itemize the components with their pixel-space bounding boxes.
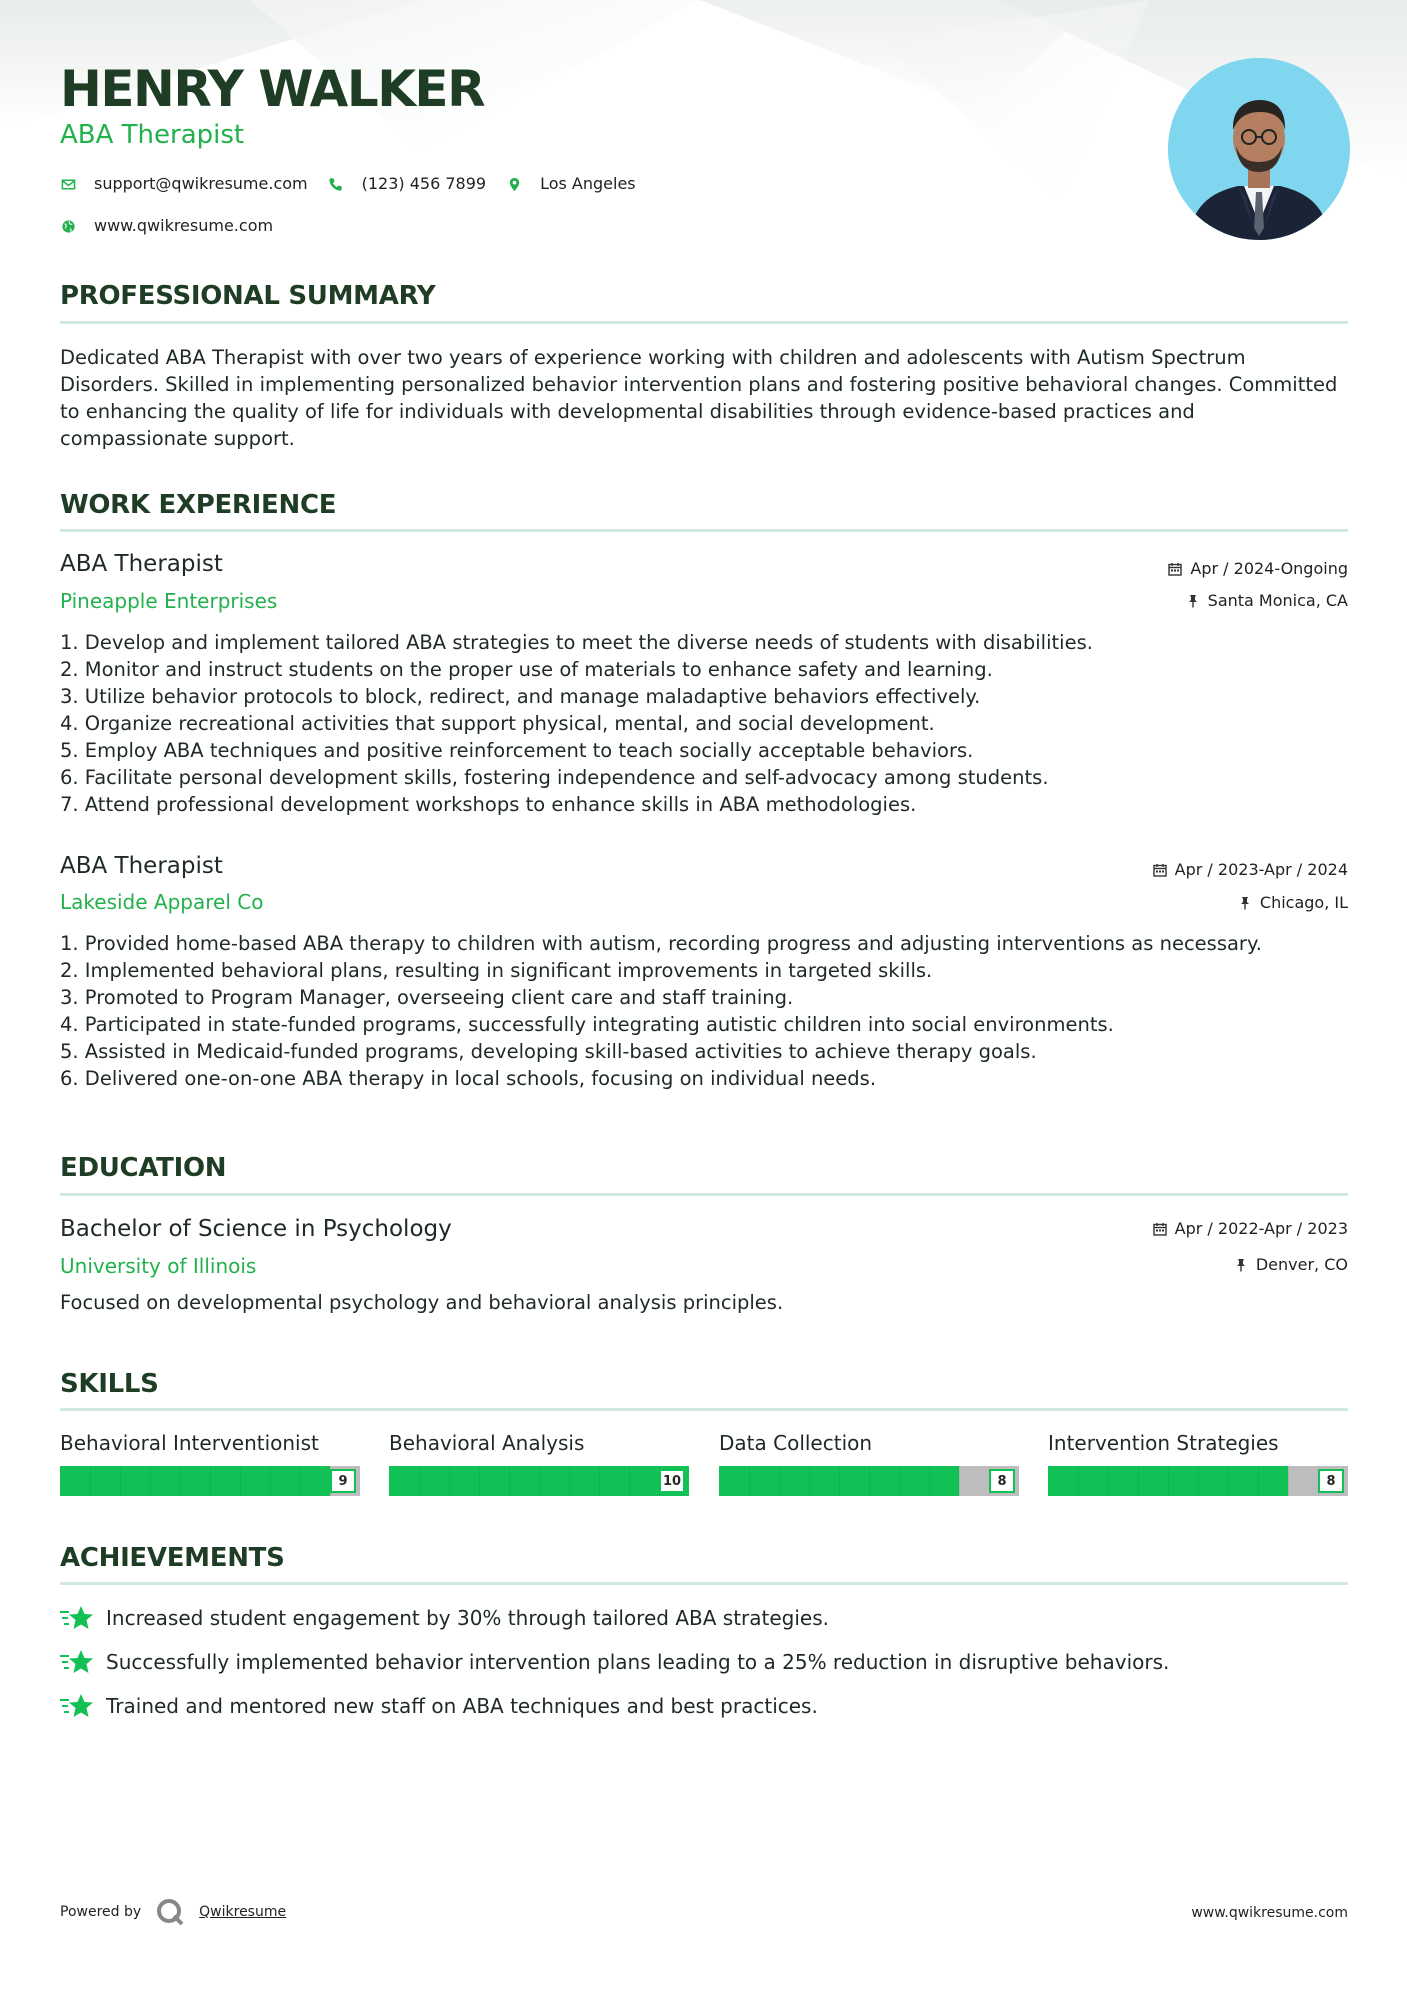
education-section-title: EDUCATION	[60, 1153, 227, 1183]
resume-page	[60, 0, 1348, 1990]
phone-icon	[328, 176, 344, 192]
job-dates-text: Apr / 2024-Ongoing	[1190, 559, 1348, 578]
skill-segment-divider	[270, 1466, 271, 1496]
education-location-text: Denver, CO	[1255, 1255, 1348, 1274]
skill-fill	[60, 1466, 330, 1496]
skill-track	[719, 1466, 1019, 1496]
skill-level-value: 8	[989, 1469, 1015, 1493]
map-pin-icon	[506, 176, 522, 192]
job-dates	[1153, 859, 1348, 881]
pushpin-icon	[1234, 1258, 1248, 1272]
education-location	[1234, 1254, 1348, 1276]
section-divider	[60, 1193, 1348, 1196]
list-item: 4. Participated in state-funded programs, successfully integrating autistic children into social environments.	[60, 1013, 1114, 1036]
skill-segment-divider	[90, 1466, 91, 1496]
skill-segment-divider	[240, 1466, 241, 1496]
achievement-item	[60, 1604, 829, 1632]
globe-icon	[60, 218, 76, 234]
achievement-text: Increased student engagement by 30% through tailored ABA strategies.	[106, 1606, 829, 1630]
list-item: 5. Assisted in Medicaid-funded programs, developing skill-based activities to achieve therapy goals.	[60, 1040, 1037, 1063]
list-item: 1. Develop and implement tailored ABA strategies to meet the diverse needs of students with disabilities.	[60, 631, 1093, 654]
location-text: Los Angeles	[540, 174, 636, 193]
list-item: 6. Facilitate personal development skills, fostering independence and self-advocacy among students.	[60, 766, 1049, 789]
section-divider	[60, 1408, 1348, 1411]
skill-name: Behavioral Interventionist	[60, 1431, 319, 1455]
skill-track	[389, 1466, 689, 1496]
skill-segment-divider	[629, 1466, 630, 1496]
skill-track	[60, 1466, 360, 1496]
skill-track	[1048, 1466, 1348, 1496]
achievements-section-title: ACHIEVEMENTS	[60, 1543, 285, 1573]
list-item: 3. Utilize behavior protocols to block, redirect, and manage maladaptive behaviors effectively.	[60, 685, 981, 708]
skill-item	[719, 1430, 1019, 1489]
skill-segment-divider	[539, 1466, 540, 1496]
achievement-text: Trained and mentored new staff on ABA techniques and best practices.	[106, 1694, 818, 1718]
envelope-icon	[60, 176, 76, 192]
contact-row	[60, 174, 656, 194]
skill-level-bar	[60, 1466, 360, 1496]
skill-item	[389, 1430, 689, 1489]
experience-section-title: WORK EXPERIENCE	[60, 490, 337, 520]
website-item[interactable]	[60, 216, 273, 236]
section-divider	[60, 321, 1348, 324]
achievement-item	[60, 1648, 1169, 1676]
education-description: Focused on developmental psychology and behavioral analysis principles.	[60, 1291, 784, 1314]
skill-level-value: 9	[330, 1469, 356, 1493]
calendar-icon	[1168, 562, 1182, 576]
job-title: ABA Therapist	[60, 551, 223, 577]
skill-segment-divider	[869, 1466, 870, 1496]
skill-segment-divider	[839, 1466, 840, 1496]
job-responsibilities	[60, 930, 1348, 1092]
list-item: 2. Monitor and instruct students on the proper use of materials to enhance safety and learning.	[60, 658, 993, 681]
skill-name: Intervention Strategies	[1048, 1431, 1279, 1455]
profile-photo	[1168, 58, 1350, 240]
skill-segment-divider	[1078, 1466, 1079, 1496]
brand-link[interactable]: Qwikresume	[199, 1904, 287, 1920]
skill-segment-divider	[449, 1466, 450, 1496]
skill-segment-divider	[1168, 1466, 1169, 1496]
star-icon	[60, 1648, 94, 1676]
achievement-text: Successfully implemented behavior intervention plans leading to a 25% reduction in disruptive behaviors.	[106, 1650, 1170, 1674]
list-item: 1. Provided home-based ABA therapy to children with autism, recording progress and adjusting interventions as necessary.	[60, 932, 1262, 955]
skill-segment-divider	[300, 1466, 301, 1496]
website-text: www.qwikresume.com	[94, 216, 274, 235]
school-name: University of Illinois	[60, 1254, 257, 1278]
email-item[interactable]	[60, 174, 308, 194]
education-dates	[1153, 1218, 1348, 1240]
pushpin-icon	[1238, 896, 1252, 910]
skill-segment-divider	[509, 1466, 510, 1496]
job-title: ABA Therapist	[60, 853, 223, 879]
skill-level-bar	[719, 1466, 1019, 1496]
skill-segment-divider	[479, 1466, 480, 1496]
skill-level-bar	[389, 1466, 689, 1496]
skill-segment-divider	[1138, 1466, 1139, 1496]
skill-segment-divider	[1228, 1466, 1229, 1496]
job-location-text: Santa Monica, CA	[1207, 591, 1348, 610]
job-location	[1238, 892, 1348, 914]
skill-segment-divider	[749, 1466, 750, 1496]
skill-segment-divider	[959, 1466, 960, 1496]
pushpin-icon	[1186, 594, 1200, 608]
skill-level-value: 10	[659, 1469, 685, 1493]
powered-by-label: Powered by	[60, 1904, 142, 1920]
skill-level-value: 8	[1318, 1469, 1344, 1493]
skill-segment-divider	[599, 1466, 600, 1496]
skill-segment-divider	[210, 1466, 211, 1496]
summary-text: Dedicated ABA Therapist with over two years of experience working with children and adolescents with Autism Spectrum Disorders. Skilled in implementing personalized behavior intervention plans and fostering positive behavioral changes. Committed to enhancing the quality of life for individuals with developmental disabilities through evidence-based practices and compassionate support.	[60, 346, 1338, 450]
phone-item[interactable]	[328, 174, 486, 194]
list-item: 5. Employ ABA techniques and positive reinforcement to teach socially acceptable behaviors.	[60, 739, 974, 762]
footer-powered-by	[60, 1897, 286, 1927]
skill-segment-divider	[1108, 1466, 1109, 1496]
website-row	[60, 216, 293, 236]
skill-segment-divider	[419, 1466, 420, 1496]
star-icon	[60, 1692, 94, 1720]
skill-segment-divider	[899, 1466, 900, 1496]
footer-website[interactable]: www.qwikresume.com	[1191, 1905, 1348, 1921]
skill-level-bar	[1048, 1466, 1348, 1496]
skill-segment-divider	[1288, 1466, 1289, 1496]
job-location-text: Chicago, IL	[1259, 893, 1348, 912]
section-divider	[60, 529, 1348, 532]
list-item: 7. Attend professional development workshops to enhance skills in ABA methodologies.	[60, 793, 917, 816]
candidate-role: ABA Therapist	[60, 120, 245, 150]
phone-text: (123) 456 7899	[361, 174, 487, 193]
skill-segment-divider	[180, 1466, 181, 1496]
job-dates-text: Apr / 2023-Apr / 2024	[1174, 860, 1348, 879]
skill-item	[60, 1430, 360, 1489]
section-divider	[60, 1582, 1348, 1585]
email-text: support@qwikresume.com	[94, 174, 308, 193]
education-dates-text: Apr / 2022-Apr / 2023	[1174, 1219, 1348, 1238]
skills-section-title: SKILLS	[60, 1369, 159, 1399]
skill-name: Data Collection	[719, 1431, 873, 1455]
degree-title: Bachelor of Science in Psychology	[60, 1216, 452, 1242]
calendar-icon	[1153, 1222, 1167, 1236]
star-icon	[60, 1604, 94, 1632]
skill-segment-divider	[1258, 1466, 1259, 1496]
list-item: 4. Organize recreational activities that support physical, mental, and social development.	[60, 712, 935, 735]
skill-item	[1048, 1430, 1348, 1489]
job-responsibilities	[60, 629, 1348, 818]
calendar-icon	[1153, 863, 1167, 877]
skill-segment-divider	[1198, 1466, 1199, 1496]
skill-segment-divider	[120, 1466, 121, 1496]
skill-name: Behavioral Analysis	[389, 1431, 585, 1455]
candidate-name: HENRY WALKER	[60, 60, 485, 118]
skill-segment-divider	[809, 1466, 810, 1496]
job-dates	[1168, 558, 1348, 580]
skill-segment-divider	[150, 1466, 151, 1496]
achievement-item	[60, 1692, 818, 1720]
skill-segment-divider	[779, 1466, 780, 1496]
company-name: Lakeside Apparel Co	[60, 890, 264, 914]
skill-segment-divider	[569, 1466, 570, 1496]
job-location	[1186, 590, 1348, 612]
list-item: 3. Promoted to Program Manager, overseeing client care and staff training.	[60, 986, 794, 1009]
skill-segment-divider	[929, 1466, 930, 1496]
list-item: 6. Delivered one-on-one ABA therapy in local schools, focusing on individual needs.	[60, 1067, 877, 1090]
list-item: 2. Implemented behavioral plans, resulting in significant improvements in targeted skills.	[60, 959, 933, 982]
location-item	[506, 174, 636, 194]
company-name: Pineapple Enterprises	[60, 589, 278, 613]
qwikresume-logo-icon	[155, 1897, 185, 1927]
summary-section-title: PROFESSIONAL SUMMARY	[60, 281, 436, 311]
